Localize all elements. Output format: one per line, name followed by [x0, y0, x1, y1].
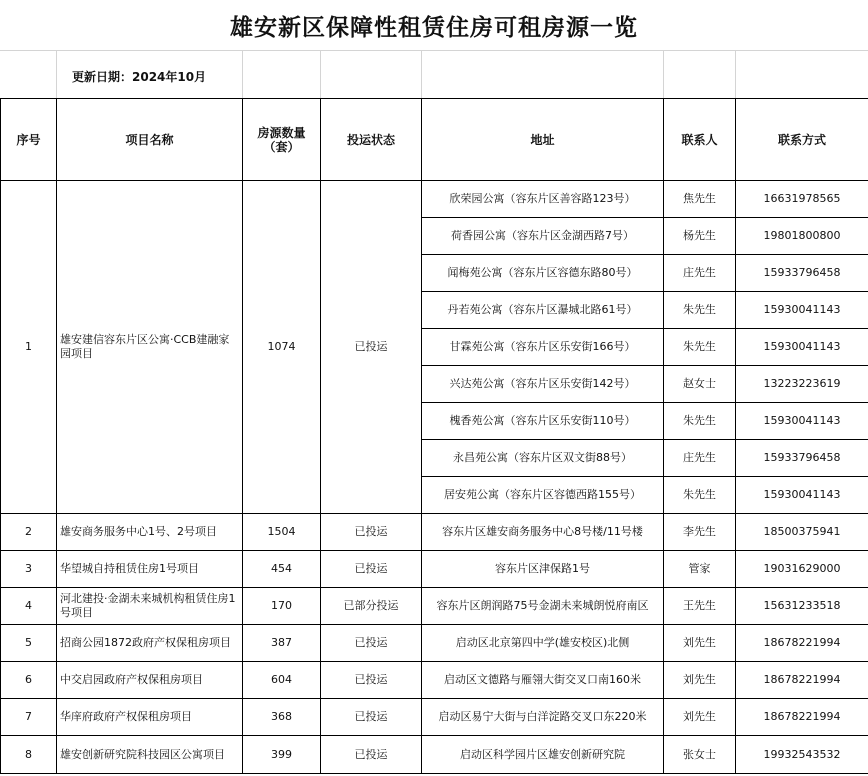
- row-phone: 19031629000: [736, 551, 868, 588]
- row-index: 2: [1, 514, 57, 551]
- grid-cell: [663, 50, 736, 98]
- row-address: 永昌苑公寓（容东片区双文街88号）: [422, 440, 664, 477]
- table-row: [1, 181, 868, 218]
- table-row: [1, 699, 868, 736]
- table-row: [1, 588, 868, 625]
- row-status: 已投运: [321, 625, 422, 662]
- row-project-name: 招商公园1872政府产权保租房项目: [57, 625, 243, 662]
- row-contact: 刘先生: [664, 625, 736, 662]
- row-phone: 18678221994: [736, 662, 868, 699]
- row-index: 6: [1, 662, 57, 699]
- row-status: 已投运: [321, 551, 422, 588]
- row-units: 454: [243, 551, 321, 588]
- row-address: 启动区科学园片区雄安创新研究院: [422, 736, 664, 774]
- row-contact: 张女士: [664, 736, 736, 774]
- row-contact: 庄先生: [664, 255, 736, 292]
- grid-cell: [0, 50, 57, 98]
- row-address: 居安苑公寓（容东片区容德西路155号）: [422, 477, 664, 514]
- row-contact: 朱先生: [664, 329, 736, 366]
- row-phone: 15930041143: [736, 292, 868, 329]
- table-row: [1, 662, 868, 699]
- header-contact: 联系人: [664, 99, 736, 181]
- row-contact: 刘先生: [664, 699, 736, 736]
- row-index: 3: [1, 551, 57, 588]
- grid-cell: [421, 50, 664, 98]
- row-phone: 19801800800: [736, 218, 868, 255]
- row-index: 4: [1, 588, 57, 625]
- row-address: 启动区北京第四中学(雄安校区)北侧: [422, 625, 664, 662]
- row-status: 已部分投运: [321, 588, 422, 625]
- row-index: 8: [1, 736, 57, 774]
- row-address: 甘霖苑公寓（容东片区乐安街166号）: [422, 329, 664, 366]
- page-title: 雄安新区保障性租赁住房可租房源一览: [0, 0, 868, 51]
- row-address: 兴达苑公寓（容东片区乐安街142号）: [422, 366, 664, 403]
- header-index: 序号: [1, 99, 57, 181]
- row-project-name: 雄安建信容东片区公寓·CCB建融家园项目: [57, 181, 243, 514]
- row-phone: 15930041143: [736, 329, 868, 366]
- row-units: 1504: [243, 514, 321, 551]
- row-status: 已投运: [321, 181, 422, 514]
- row-contact: 庄先生: [664, 440, 736, 477]
- row-phone: 15930041143: [736, 477, 868, 514]
- row-phone: 19932543532: [736, 736, 868, 774]
- table-row: [1, 551, 868, 588]
- header-project: 项目名称: [57, 99, 243, 181]
- row-phone: 15631233518: [736, 588, 868, 625]
- row-project-name: 雄安商务服务中心1号、2号项目: [57, 514, 243, 551]
- row-address: 启动区易宁大街与白洋淀路交叉口东220米: [422, 699, 664, 736]
- row-address: 容东片区雄安商务服务中心8号楼/11号楼: [422, 514, 664, 551]
- row-phone: 13223223619: [736, 366, 868, 403]
- row-index: 7: [1, 699, 57, 736]
- row-contact: 王先生: [664, 588, 736, 625]
- row-project-name: 华庠府政府产权保租房项目: [57, 699, 243, 736]
- row-address: 荷香园公寓（容东片区金湖西路7号）: [422, 218, 664, 255]
- table-row: [1, 736, 868, 774]
- row-index: 5: [1, 625, 57, 662]
- row-phone: 15933796458: [736, 255, 868, 292]
- table-header-row: [1, 99, 868, 181]
- row-phone: 18678221994: [736, 699, 868, 736]
- row-contact: 管家: [664, 551, 736, 588]
- row-units: 604: [243, 662, 321, 699]
- row-contact: 刘先生: [664, 662, 736, 699]
- row-address: 欣荣园公寓（容东片区善容路123号）: [422, 181, 664, 218]
- row-address: 丹若苑公寓（容东片区瀑城北路61号）: [422, 292, 664, 329]
- row-project-name: 华望城自持租赁住房1号项目: [57, 551, 243, 588]
- row-phone: 18678221994: [736, 625, 868, 662]
- row-contact: 赵女士: [664, 366, 736, 403]
- grid-cell: [320, 50, 422, 98]
- housing-table: [0, 98, 868, 774]
- row-contact: 李先生: [664, 514, 736, 551]
- row-contact: 杨先生: [664, 218, 736, 255]
- row-units: 1074: [243, 181, 321, 514]
- row-contact: 朱先生: [664, 292, 736, 329]
- row-project-name: 雄安创新研究院科技园区公寓项目: [57, 736, 243, 774]
- row-status: 已投运: [321, 514, 422, 551]
- row-project-name: 河北建投·金湖未来城机构租赁住房1号项目: [57, 588, 243, 625]
- row-phone: 15933796458: [736, 440, 868, 477]
- row-contact: 朱先生: [664, 477, 736, 514]
- row-contact: 焦先生: [664, 181, 736, 218]
- header-units: 房源数量（套）: [243, 99, 321, 181]
- row-status: 已投运: [321, 699, 422, 736]
- header-address: 地址: [422, 99, 664, 181]
- row-status: 已投运: [321, 662, 422, 699]
- grid-cell: [242, 50, 321, 98]
- row-index: 1: [1, 181, 57, 514]
- header-status: 投运状态: [321, 99, 422, 181]
- row-status: 已投运: [321, 736, 422, 774]
- row-contact: 朱先生: [664, 403, 736, 440]
- row-address: 容东片区津保路1号: [422, 551, 664, 588]
- row-project-name: 中交启园政府产权保租房项目: [57, 662, 243, 699]
- header-phone: 联系方式: [736, 99, 868, 181]
- row-address: 容东片区朗润路75号金湖未来城朗悦府南区: [422, 588, 664, 625]
- row-units: 387: [243, 625, 321, 662]
- row-units: 170: [243, 588, 321, 625]
- row-address: 槐香苑公寓（容东片区乐安街110号）: [422, 403, 664, 440]
- row-phone: 18500375941: [736, 514, 868, 551]
- update-date-row: [0, 50, 868, 98]
- row-address: 启动区文德路与雁翎大街交叉口南160米: [422, 662, 664, 699]
- table-row: [1, 514, 868, 551]
- row-phone: 16631978565: [736, 181, 868, 218]
- update-date: 更新日期：2024年10月: [72, 70, 207, 84]
- row-units: 368: [243, 699, 321, 736]
- row-units: 399: [243, 736, 321, 774]
- row-address: 闻梅苑公寓（容东片区容德东路80号）: [422, 255, 664, 292]
- row-phone: 15930041143: [736, 403, 868, 440]
- table-row: [1, 625, 868, 662]
